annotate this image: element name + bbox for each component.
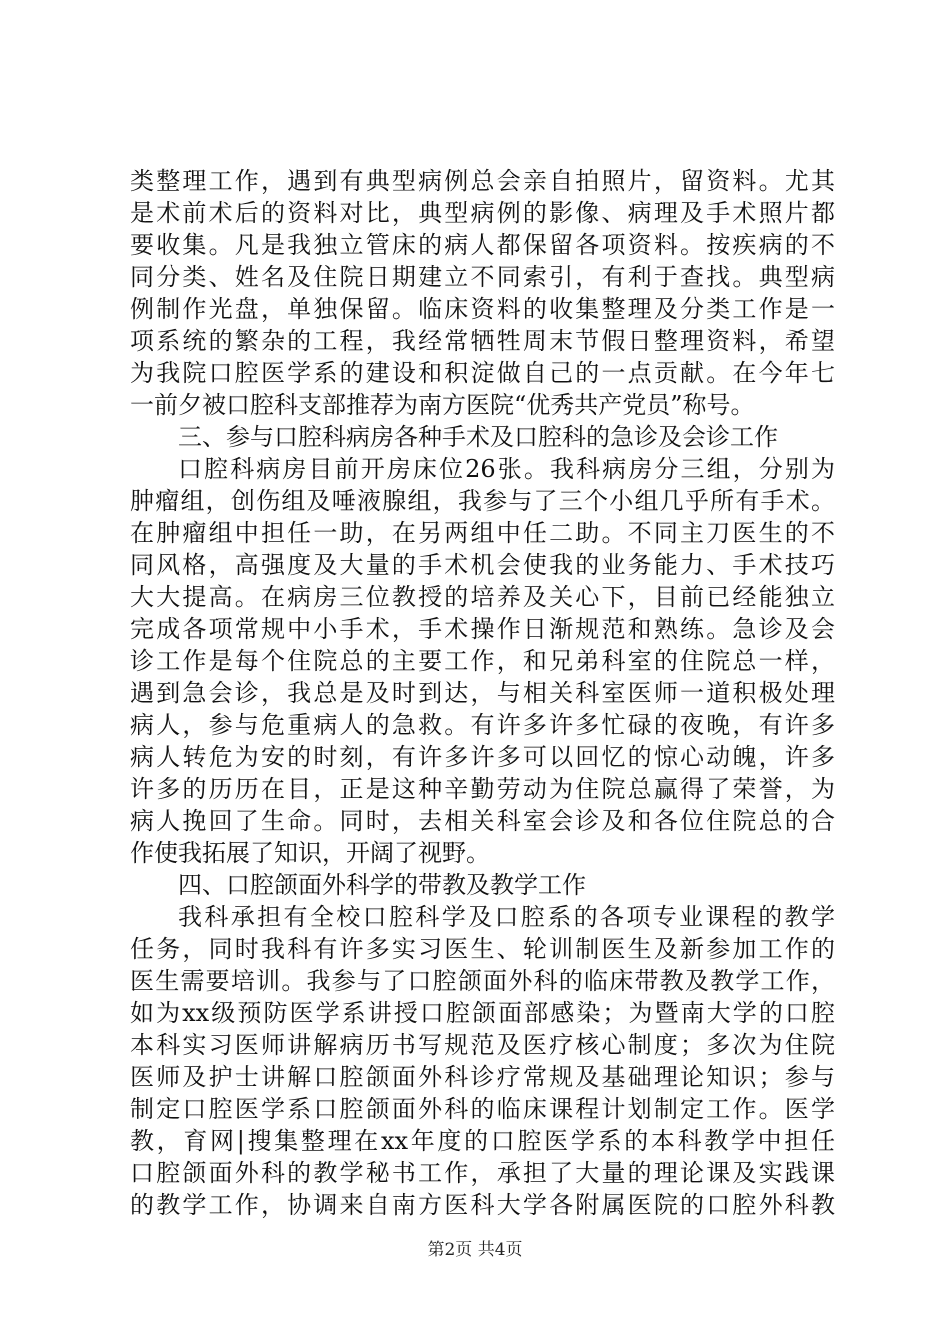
text-line: 教，育网|搜集整理在xx年度的口腔医学系的本科教学中担任 <box>130 1127 835 1155</box>
text-line: 同风格，高强度及大量的手术机会使我的业务能力、手术技巧 <box>130 551 835 579</box>
text-line: 如为xx级预防医学系讲授口腔颌面部感染；为暨南大学的口腔 <box>130 999 835 1027</box>
text-line: 口腔颌面外科的教学秘书工作，承担了大量的理论课及实践课 <box>130 1159 835 1187</box>
text-line: 肿瘤组，创伤组及唾液腺组，我参与了三个小组几乎所有手术。 <box>130 487 835 515</box>
text-line: 口腔科病房目前开房床位26张。我科病房分三组，分别为 <box>178 455 835 483</box>
text-line: 要收集。凡是我独立管床的病人都保留各项资料。按疾病的不 <box>130 231 835 259</box>
text-line: 病人，参与危重病人的急救。有许多许多忙碌的夜晚，有许多 <box>130 711 835 739</box>
text-line: 许多的历历在目，正是这种辛勤劳动为住院总赢得了荣誉，为 <box>130 775 835 803</box>
text-line: 我科承担有全校口腔科学及口腔系的各项专业课程的教学 <box>178 903 835 931</box>
document-body <box>130 165 835 1221</box>
text-line: 一前夕被口腔科支部推荐为南方医院“优秀共产党员”称号。 <box>130 391 755 419</box>
text-line: 例制作光盘，单独保留。临床资料的收集整理及分类工作是一 <box>130 295 835 323</box>
text-line: 项系统的繁杂的工程，我经常牺牲周末节假日整理资料，希望 <box>130 327 835 355</box>
page-footer: 第2页 共4页 <box>427 1240 523 1260</box>
text-line: 病人转危为安的时刻，有许多许多可以回忆的惊心动魄，许多 <box>130 743 835 771</box>
text-line: 病人挽回了生命。同时，去相关科室会诊及和各位住院总的合 <box>130 807 835 835</box>
text-line: 在肿瘤组中担任一助，在另两组中任二助。不同主刀医生的不 <box>130 519 835 547</box>
text-line: 遇到急会诊，我总是及时到达，与相关科室医师一道积极处理 <box>130 679 835 707</box>
text-line: 是术前术后的资料对比，典型病例的影像、病理及手术照片都 <box>130 199 835 227</box>
text-line: 四、口腔颌面外科学的带教及教学工作 <box>178 871 586 899</box>
text-line: 大大提高。在病房三位教授的培养及关心下，目前已经能独立 <box>130 583 835 611</box>
text-line: 诊工作是每个住院总的主要工作，和兄弟科室的住院总一样， <box>130 647 835 675</box>
text-line: 医生需要培训。我参与了口腔颌面外科的临床带教及教学工作， <box>130 967 835 995</box>
text-line: 三、参与口腔科病房各种手术及口腔科的急诊及会诊工作 <box>178 423 778 451</box>
text-line: 任务，同时我科有许多实习医生、轮训制医生及新参加工作的 <box>130 935 835 963</box>
text-line: 同分类、姓名及住院日期建立不同索引，有利于查找。典型病 <box>130 263 835 291</box>
text-line: 医师及护士讲解口腔颌面外科诊疗常规及基础理论知识；参与 <box>130 1063 835 1091</box>
text-line: 完成各项常规中小手术，手术操作日渐规范和熟练。急诊及会 <box>130 615 835 643</box>
text-line: 类整理工作，遇到有典型病例总会亲自拍照片，留资料。尤其 <box>130 167 835 195</box>
text-line: 为我院口腔医学系的建设和积淀做自己的一点贡献。在今年七 <box>130 359 835 387</box>
text-line: 作使我拓展了知识，开阔了视野。 <box>130 839 490 867</box>
text-line: 制定口腔医学系口腔颌面外科的临床课程计划制定工作。医学 <box>130 1095 835 1123</box>
text-line: 本科实习医师讲解病历书写规范及医疗核心制度；多次为住院 <box>130 1031 835 1059</box>
text-line: 的教学工作，协调来自南方医科大学各附属医院的口腔外科教 <box>130 1191 835 1219</box>
